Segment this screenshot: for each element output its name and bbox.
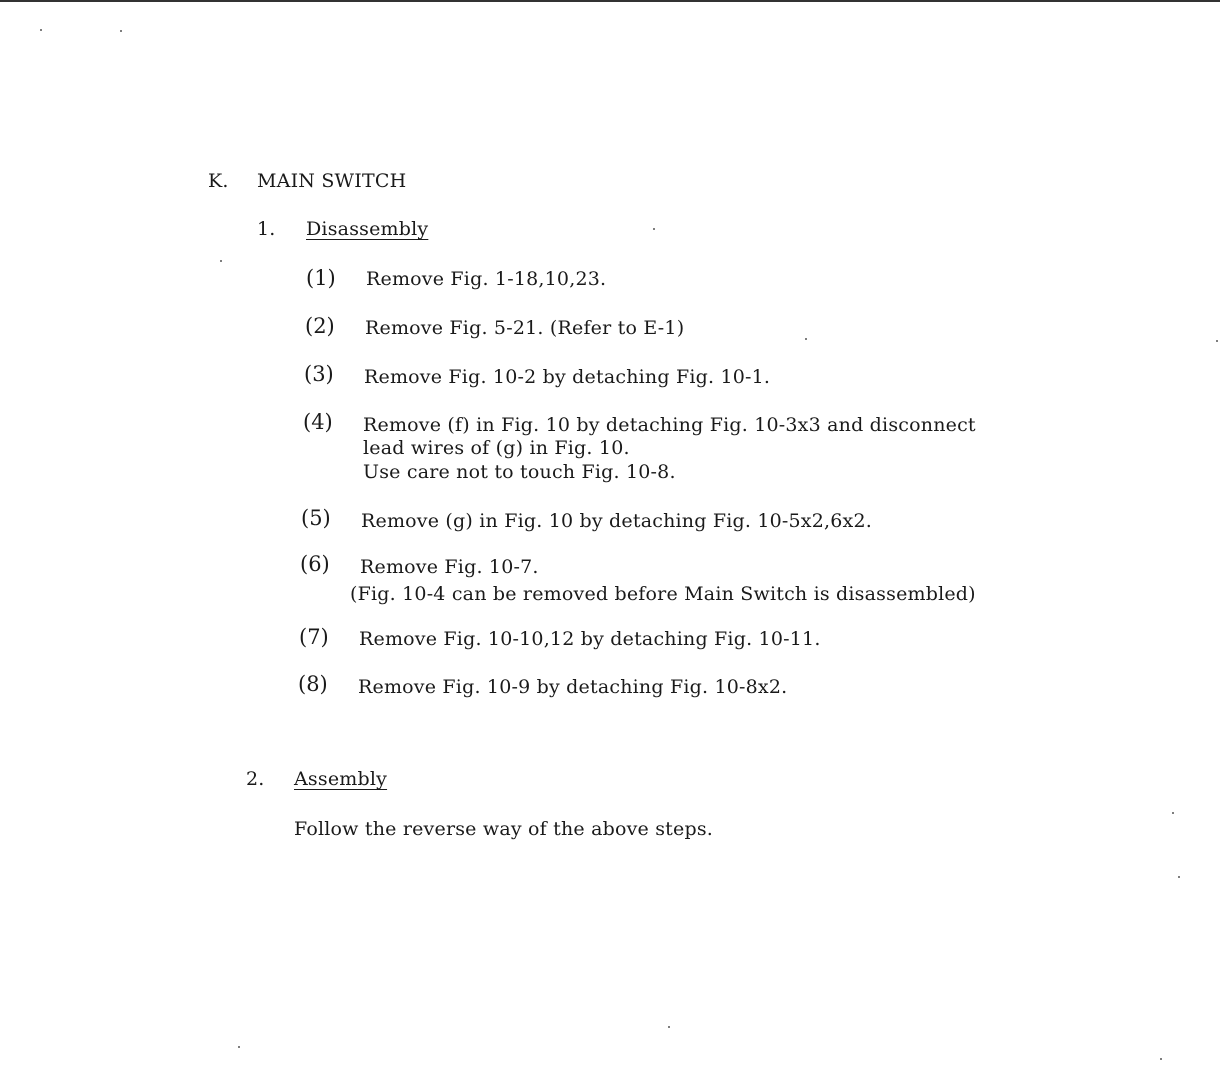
step-text: Remove Fig. 10-2 by detaching Fig. 10-1. [364,366,771,388]
step-number: (3) [304,362,334,386]
scan-speck [1178,876,1180,878]
step-text: Remove Fig. 10-7. [360,556,539,578]
step-text: lead wires of (g) in Fig. 10. [363,437,630,459]
scan-speck [1160,1058,1162,1060]
scan-speck [40,29,42,31]
assembly-text: Follow the reverse way of the above steps. [294,818,714,840]
subsection-number: 1. [257,218,276,240]
step-number: (6) [300,552,330,576]
subsection-title: Disassembly [306,218,429,240]
scan-speck [653,228,655,230]
scan-speck [220,260,222,262]
scan-top-edge [0,0,1220,2]
scan-speck [1216,340,1218,342]
step-number: (4) [303,410,333,434]
step-text: Use care not to touch Fig. 10-8. [363,461,676,483]
step-text: Remove Fig. 10-10,12 by detaching Fig. 10-11. [359,628,821,650]
section-letter: K. [208,170,229,192]
step-text: Remove Fig. 10-9 by detaching Fig. 10-8x2. [358,676,788,698]
scan-speck [120,30,122,32]
scan-speck [668,1026,670,1028]
step-text: Remove (f) in Fig. 10 by detaching Fig. 10-3x3 and disconnect [363,414,976,436]
step-number: (1) [306,266,336,290]
step-number: (2) [305,314,335,338]
section-title: MAIN SWITCH [257,170,407,192]
scan-speck [238,1046,240,1048]
step-text: Remove Fig. 1-18,10,23. [366,268,607,290]
scan-speck [1172,812,1174,814]
step-text: Remove (g) in Fig. 10 by detaching Fig. 10-5x2,6x2. [361,510,872,532]
subsection-number: 2. [246,768,265,790]
scan-speck [805,338,807,340]
step-number: (8) [298,672,328,696]
step-note: (Fig. 10-4 can be removed before Main Switch is disassembled) [350,583,976,605]
subsection-title: Assembly [294,768,388,790]
step-number: (5) [301,506,331,530]
step-number: (7) [299,625,329,649]
step-text: Remove Fig. 5-21. (Refer to E-1) [365,317,685,339]
